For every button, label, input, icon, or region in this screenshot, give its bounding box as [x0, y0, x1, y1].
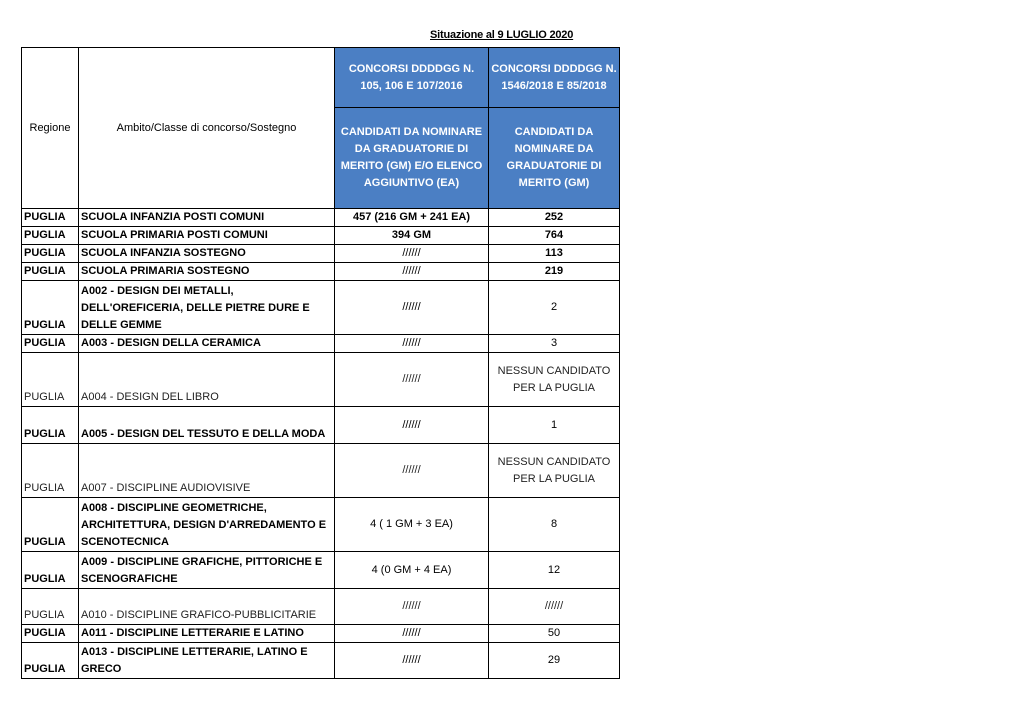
cell-concorsi-2016: ////// [335, 353, 489, 407]
table-row [22, 498, 620, 552]
table-row [22, 407, 620, 444]
table-row [22, 625, 620, 643]
cell-concorsi-2016: ////// [335, 335, 489, 353]
concorsi-table [21, 47, 620, 679]
cell-ambito: SCUOLA PRIMARIA POSTI COMUNI [79, 227, 335, 245]
table-row [22, 263, 620, 281]
cell-concorsi-2016: 4 (0 GM + 4 EA) [335, 552, 489, 589]
cell-ambito: A003 - DESIGN DELLA CERAMICA [79, 335, 335, 353]
cell-regione: PUGLIA [22, 498, 79, 552]
cell-ambito: A009 - DISCIPLINE GRAFICHE, PITTORICHE E SCENOGRAFICHE [79, 552, 335, 589]
cell-concorsi-2018: 29 [489, 643, 620, 679]
cell-regione: PUGLIA [22, 209, 79, 227]
cell-regione: PUGLIA [22, 407, 79, 444]
cell-regione: PUGLIA [22, 625, 79, 643]
cell-ambito: SCUOLA INFANZIA SOSTEGNO [79, 245, 335, 263]
cell-concorsi-2018: 2 [489, 281, 620, 335]
table-row [22, 643, 620, 679]
cell-ambito: A004 - DESIGN DEL LIBRO [79, 353, 335, 407]
table-row [22, 281, 620, 335]
cell-concorsi-2016: 394 GM [335, 227, 489, 245]
table-row [22, 245, 620, 263]
table-row [22, 335, 620, 353]
cell-ambito: A005 - DESIGN DEL TESSUTO E DELLA MODA [79, 407, 335, 444]
cell-concorsi-2018: NESSUN CANDIDATO PER LA PUGLIA [489, 353, 620, 407]
cell-concorsi-2018: NESSUN CANDIDATO PER LA PUGLIA [489, 444, 620, 498]
cell-regione: PUGLIA [22, 552, 79, 589]
cell-regione: PUGLIA [22, 263, 79, 281]
header-candidati-gm-ea: CANDIDATI DA NOMINARE DA GRADUATORIE DI MERITO (GM) E/O ELENCO AGGIUNTIVO (EA) [335, 108, 489, 209]
cell-ambito: SCUOLA INFANZIA POSTI COMUNI [79, 209, 335, 227]
cell-concorsi-2018: 1 [489, 407, 620, 444]
header-regione: Regione [22, 48, 79, 209]
table-row [22, 353, 620, 407]
cell-concorsi-2018: 8 [489, 498, 620, 552]
header-row-top [22, 48, 620, 108]
cell-concorsi-2018: 50 [489, 625, 620, 643]
table-row [22, 444, 620, 498]
cell-concorsi-2016: ////// [335, 625, 489, 643]
cell-ambito: A002 - DESIGN DEI METALLI, DELL'OREFICERIA, DELLE PIETRE DURE E DELLE GEMME [79, 281, 335, 335]
cell-concorsi-2016: 4 ( 1 GM + 3 EA) [335, 498, 489, 552]
cell-concorsi-2016: ////// [335, 245, 489, 263]
cell-concorsi-2016: ////// [335, 444, 489, 498]
table-row [22, 552, 620, 589]
cell-ambito: A007 - DISCIPLINE AUDIOVISIVE [79, 444, 335, 498]
cell-regione: PUGLIA [22, 353, 79, 407]
cell-ambito: A011 - DISCIPLINE LETTERARIE E LATINO [79, 625, 335, 643]
cell-regione: PUGLIA [22, 444, 79, 498]
cell-concorsi-2018: 252 [489, 209, 620, 227]
cell-regione: PUGLIA [22, 643, 79, 679]
cell-regione: PUGLIA [22, 281, 79, 335]
table-row [22, 589, 620, 625]
header-concorsi-2016: CONCORSI DDDDGG N. 105, 106 E 107/2016 [335, 48, 489, 108]
cell-ambito: A013 - DISCIPLINE LETTERARIE, LATINO E GRECO [79, 643, 335, 679]
cell-ambito: SCUOLA PRIMARIA SOSTEGNO [79, 263, 335, 281]
cell-ambito: A008 - DISCIPLINE GEOMETRICHE, ARCHITETTURA, DESIGN D'ARREDAMENTO E SCENOTECNICA [79, 498, 335, 552]
cell-regione: PUGLIA [22, 227, 79, 245]
header-concorsi-2018: CONCORSI DDDDGG N. 1546/2018 E 85/2018 [489, 48, 620, 108]
cell-concorsi-2016: ////// [335, 643, 489, 679]
cell-concorsi-2016: ////// [335, 281, 489, 335]
cell-concorsi-2018: 219 [489, 263, 620, 281]
header-ambito: Ambito/Classe di concorso/Sostegno [79, 48, 335, 209]
cell-ambito: A010 - DISCIPLINE GRAFICO-PUBBLICITARIE [79, 589, 335, 625]
cell-regione: PUGLIA [22, 589, 79, 625]
cell-regione: PUGLIA [22, 245, 79, 263]
table-row [22, 227, 620, 245]
cell-concorsi-2018: ////// [489, 589, 620, 625]
cell-regione: PUGLIA [22, 335, 79, 353]
cell-concorsi-2016: ////// [335, 407, 489, 444]
header-candidati-gm: CANDIDATI DA NOMINARE DA GRADUATORIE DI MERITO (GM) [489, 108, 620, 209]
cell-concorsi-2018: 764 [489, 227, 620, 245]
cell-concorsi-2016: ////// [335, 263, 489, 281]
cell-concorsi-2018: 3 [489, 335, 620, 353]
cell-concorsi-2016: ////// [335, 589, 489, 625]
cell-concorsi-2018: 113 [489, 245, 620, 263]
cell-concorsi-2016: 457 (216 GM + 241 EA) [335, 209, 489, 227]
status-date-line: Situazione al 9 LUGLIO 2020 [430, 29, 574, 41]
table-row [22, 209, 620, 227]
cell-concorsi-2018: 12 [489, 552, 620, 589]
